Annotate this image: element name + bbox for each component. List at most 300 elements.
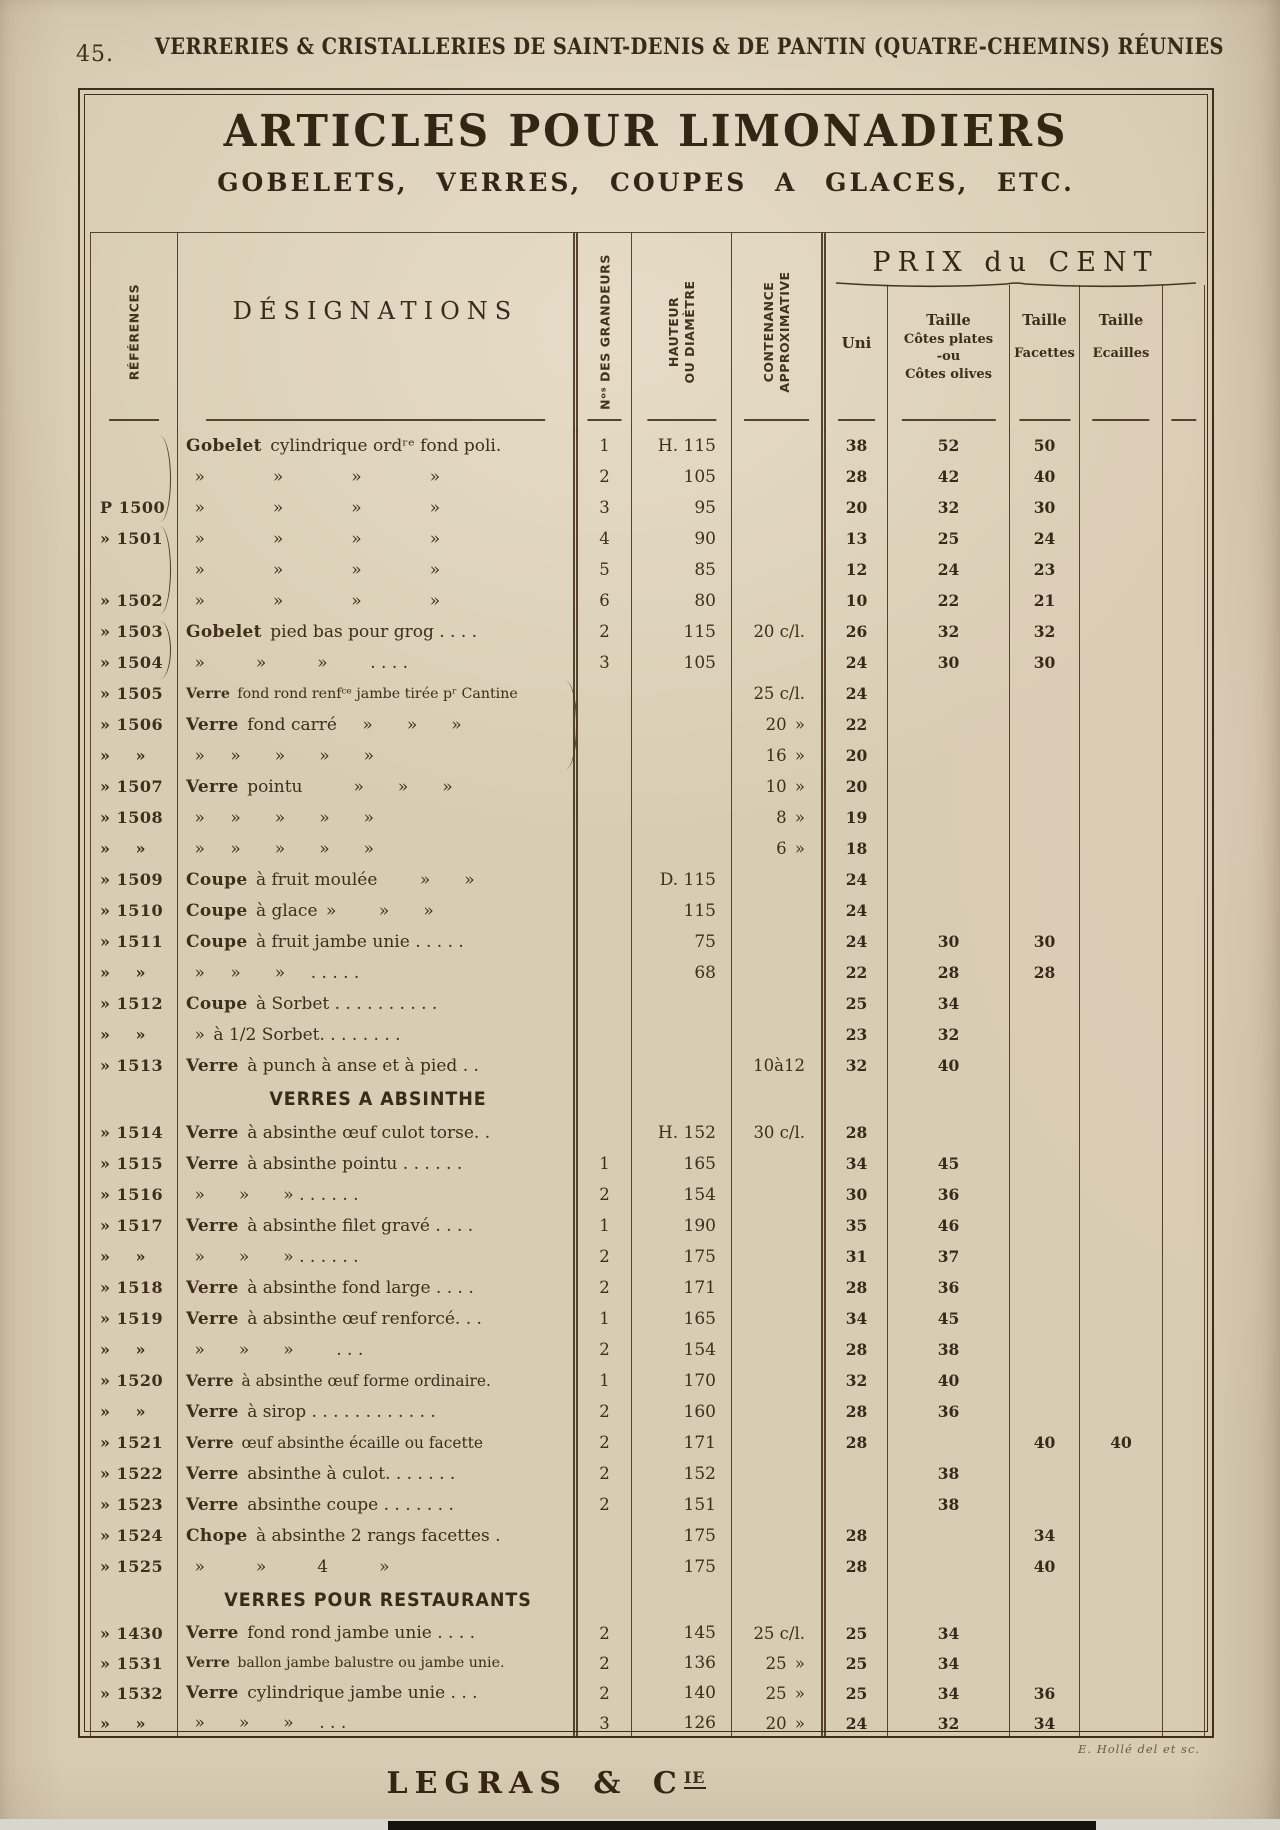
price-uni-cell <box>826 1458 888 1489</box>
column-header-grandeurs: Nᵒˢ DES GRANDEURS <box>578 233 632 431</box>
designation-rest: » » » . . . . . . <box>186 1184 359 1205</box>
price-cotes-cell: 28 <box>888 957 1010 988</box>
header-rule <box>206 419 546 421</box>
table-row <box>90 1148 1205 1179</box>
price-cotes-cell: 46 <box>888 1210 1010 1241</box>
price-uni-cell: 32 <box>826 1050 888 1081</box>
reference-cell: » » <box>90 957 178 988</box>
capacity-cell: 25 c/l. <box>732 1618 826 1648</box>
price-uni-cell: 28 <box>826 1272 888 1303</box>
price-uni-cell: 38 <box>826 430 888 461</box>
designation-rest: fond rond renfᶜᵉ jambe tirée pʳ Cantine <box>230 685 518 702</box>
price-ecailles-cell <box>1080 1618 1163 1648</box>
reference-cell: P 1500 <box>90 492 178 523</box>
price-uni-cell: 24 <box>826 895 888 926</box>
table-row <box>90 554 1205 585</box>
designation-lead: Verre <box>186 685 231 702</box>
capacity-cell: 20 » <box>732 1708 826 1738</box>
height-diameter-cell: 175 <box>632 1551 732 1582</box>
size-number-cell: 1 <box>578 430 632 461</box>
height-diameter-cell: 152 <box>632 1458 732 1489</box>
designation-cell <box>178 1678 578 1708</box>
reference-cell: » 1525 <box>90 1551 178 1582</box>
designation-rest: à sirop . . . . . . . . . . . . <box>238 1401 436 1422</box>
height-diameter-cell: 85 <box>632 554 732 585</box>
price-empty-cell <box>1163 430 1205 461</box>
price-empty-cell <box>1163 802 1205 833</box>
price-cotes-cell: 32 <box>888 492 1010 523</box>
designation-rest: à absinthe filet gravé . . . . <box>238 1215 474 1236</box>
designation-cell <box>178 1458 578 1489</box>
designation-rest: » » » . . . <box>186 1339 364 1360</box>
height-diameter-cell: 170 <box>632 1365 732 1396</box>
price-facettes-cell: 30 <box>1010 647 1080 678</box>
price-empty-cell <box>1163 926 1205 957</box>
designation-rest: pointu » » » <box>238 776 453 797</box>
price-ecailles-cell <box>1080 1648 1163 1678</box>
row-block <box>90 1618 1205 1738</box>
column-header-hauteur: HAUTEUR OU DIAMÈTRE <box>632 233 732 431</box>
size-number-cell: 1 <box>578 1365 632 1396</box>
scan-bottom-bar <box>388 1821 1096 1830</box>
price-facettes-cell: 30 <box>1010 926 1080 957</box>
designation-rest: à fruit moulée » » <box>247 869 475 890</box>
column-header-references: RÉFÉRENCES <box>90 233 178 431</box>
height-diameter-cell: 165 <box>632 1303 732 1334</box>
capacity-cell <box>732 1489 826 1520</box>
price-ecailles-cell <box>1080 1050 1163 1081</box>
header-rule <box>901 419 995 421</box>
price-cotes-cell: 42 <box>888 461 1010 492</box>
price-cotes-cell: 38 <box>888 1458 1010 1489</box>
price-ecailles-cell <box>1080 802 1163 833</box>
price-uni-cell: 24 <box>826 647 888 678</box>
price-empty-cell <box>1163 1179 1205 1210</box>
price-empty-cell <box>1163 1458 1205 1489</box>
table-row <box>90 430 1205 461</box>
designation-rest: cylindrique jambe unie . . . <box>238 1683 478 1703</box>
size-number-cell: 2 <box>578 616 632 647</box>
designation-rest: » » » » <box>186 466 441 487</box>
price-facettes-cell: 23 <box>1010 554 1080 585</box>
height-diameter-cell: 105 <box>632 647 732 678</box>
designation-cell <box>178 1050 578 1081</box>
table-row <box>90 461 1205 492</box>
designation-rest: à absinthe œuf renforcé. . . <box>238 1308 482 1329</box>
engraver-credit: E. Hollé del et sc. <box>1078 1742 1201 1756</box>
price-facettes-cell: 40 <box>1010 461 1080 492</box>
size-number-cell: 3 <box>578 492 632 523</box>
section-title-row <box>90 1582 1205 1618</box>
price-cotes-cell: 45 <box>888 1303 1010 1334</box>
designation-lead: Verre <box>186 1655 231 1671</box>
designation-rest: à absinthe fond large . . . . <box>238 1277 474 1298</box>
height-diameter-cell: 151 <box>632 1489 732 1520</box>
price-empty-cell <box>1163 1618 1205 1648</box>
size-number-cell: 2 <box>578 1489 632 1520</box>
price-uni-cell: 28 <box>826 1117 888 1148</box>
capacity-cell: 16 » <box>732 740 826 771</box>
price-cotes-cell <box>888 833 1010 864</box>
capacity-cell <box>732 1179 826 1210</box>
designation-lead: Verre <box>186 1122 239 1143</box>
price-facettes-cell: 36 <box>1010 1678 1080 1708</box>
capacity-cell <box>732 864 826 895</box>
price-facettes-cell <box>1010 802 1080 833</box>
price-facettes-cell <box>1010 1117 1080 1148</box>
reference-cell: » 1531 <box>90 1648 178 1678</box>
price-uni-cell: 34 <box>826 1303 888 1334</box>
price-ecailles-cell <box>1080 1148 1163 1179</box>
price-cotes-cell <box>888 1427 1010 1458</box>
designation-cell <box>178 957 578 988</box>
height-diameter-cell <box>632 1019 732 1050</box>
price-cotes-cell <box>888 740 1010 771</box>
column-header-uni: Uni <box>826 285 888 431</box>
reference-cell: » 1519 <box>90 1303 178 1334</box>
price-facettes-cell <box>1010 1396 1080 1427</box>
designation-rest: à punch à anse et à pied . . <box>238 1055 479 1076</box>
price-ecailles-cell <box>1080 1396 1163 1427</box>
table-row <box>90 957 1205 988</box>
price-ecailles-cell <box>1080 1272 1163 1303</box>
capacity-cell <box>732 1210 826 1241</box>
table-row <box>90 864 1205 895</box>
section-title: VERRES A ABSINTHE <box>269 1088 487 1110</box>
table-row <box>90 1648 1205 1678</box>
price-header-group <box>826 233 1205 431</box>
price-uni-cell: 30 <box>826 1179 888 1210</box>
table-row <box>90 771 1205 802</box>
height-diameter-cell: 190 <box>632 1210 732 1241</box>
price-ecailles-cell <box>1080 554 1163 585</box>
price-uni-cell <box>826 1489 888 1520</box>
designation-rest: ballon jambe balustre ou jambe unie. <box>230 1655 505 1671</box>
designation-lead: Coupe <box>186 900 248 921</box>
height-diameter-cell: 115 <box>632 616 732 647</box>
price-ecailles-cell <box>1080 616 1163 647</box>
price-empty-cell <box>1163 1427 1205 1458</box>
price-ecailles-cell <box>1080 492 1163 523</box>
header-rule <box>1019 419 1070 421</box>
capacity-cell <box>732 1396 826 1427</box>
capacity-cell: 10 » <box>732 771 826 802</box>
price-cotes-cell: 52 <box>888 430 1010 461</box>
designation-cell <box>178 1396 578 1427</box>
designation-cell <box>178 1303 578 1334</box>
designation-cell <box>178 1427 578 1458</box>
price-empty-cell <box>1163 1117 1205 1148</box>
price-uni-cell: 35 <box>826 1210 888 1241</box>
designation-cell <box>178 1019 578 1050</box>
price-uni-cell: 26 <box>826 616 888 647</box>
price-ecailles-cell <box>1080 709 1163 740</box>
designation-rest: » » » » » <box>186 838 375 859</box>
price-ecailles-cell <box>1080 1551 1163 1582</box>
table-header <box>90 232 1205 430</box>
price-cotes-cell: 45 <box>888 1148 1010 1179</box>
price-cotes-cell: 32 <box>888 1708 1010 1738</box>
price-facettes-cell <box>1010 1050 1080 1081</box>
height-diameter-cell: 154 <box>632 1179 732 1210</box>
reference-cell: » » <box>90 1019 178 1050</box>
price-cotes-cell: 40 <box>888 1365 1010 1396</box>
capacity-cell: 10à12 <box>732 1050 826 1081</box>
designation-lead: Verre <box>186 1401 239 1422</box>
price-uni-cell: 22 <box>826 709 888 740</box>
price-facettes-cell <box>1010 1179 1080 1210</box>
capacity-cell <box>732 1458 826 1489</box>
designation-rest: pied bas pour grog . . . . <box>261 621 478 642</box>
price-cotes-cell <box>888 802 1010 833</box>
size-number-cell: 2 <box>578 1427 632 1458</box>
reference-cell: » 1518 <box>90 1272 178 1303</box>
table-row <box>90 895 1205 926</box>
designation-lead: Verre <box>186 1623 239 1643</box>
price-facettes-cell <box>1010 1365 1080 1396</box>
size-number-cell <box>578 709 632 740</box>
price-ecailles-cell <box>1080 1303 1163 1334</box>
price-ecailles-cell <box>1080 1241 1163 1272</box>
header-rule <box>744 419 810 421</box>
price-uni-cell: 12 <box>826 554 888 585</box>
size-number-cell <box>578 957 632 988</box>
capacity-cell <box>732 492 826 523</box>
designation-cell <box>178 988 578 1019</box>
height-diameter-cell <box>632 678 732 709</box>
table-row <box>90 1272 1205 1303</box>
capacity-cell: 25 » <box>732 1648 826 1678</box>
price-empty-cell <box>1163 1241 1205 1272</box>
designation-rest: » à 1/2 Sorbet. . . . . . . . <box>186 1024 401 1045</box>
reference-cell: » » <box>90 833 178 864</box>
price-cotes-cell <box>888 1117 1010 1148</box>
price-uni-cell: 19 <box>826 802 888 833</box>
table-row <box>90 833 1205 864</box>
price-empty-cell <box>1163 1050 1205 1081</box>
table-row <box>90 1019 1205 1050</box>
reference-cell: » 1510 <box>90 895 178 926</box>
designation-rest: à absinthe œuf culot torse. . <box>238 1122 491 1143</box>
price-empty-cell <box>1163 709 1205 740</box>
height-diameter-cell: 160 <box>632 1396 732 1427</box>
height-diameter-cell: 80 <box>632 585 732 616</box>
price-ecailles-cell <box>1080 523 1163 554</box>
table-row <box>90 1365 1205 1396</box>
price-ecailles-cell <box>1080 895 1163 926</box>
table-row <box>90 1396 1205 1427</box>
reference-cell: » » <box>90 1396 178 1427</box>
table-row <box>90 1489 1205 1520</box>
designation-rest: » » 4 » <box>186 1556 390 1577</box>
table-row <box>90 1551 1205 1582</box>
height-diameter-cell: 68 <box>632 957 732 988</box>
price-ecailles-cell <box>1080 647 1163 678</box>
price-uni-cell: 28 <box>826 1520 888 1551</box>
price-ecailles-cell <box>1080 1458 1163 1489</box>
size-number-cell: 2 <box>578 1179 632 1210</box>
price-facettes-cell: 28 <box>1010 957 1080 988</box>
price-ecailles-cell <box>1080 988 1163 1019</box>
designation-lead: Verre <box>186 1215 239 1236</box>
company-name-suffix: IE <box>683 1768 706 1787</box>
price-facettes-cell <box>1010 740 1080 771</box>
price-empty-cell <box>1163 740 1205 771</box>
price-empty-cell <box>1163 895 1205 926</box>
reference-cell: » 1505 <box>90 678 178 709</box>
price-cotes-cell: 25 <box>888 523 1010 554</box>
designation-rest: fond rond jambe unie . . . . <box>238 1623 476 1643</box>
size-number-cell: 2 <box>578 1458 632 1489</box>
designation-lead: Chope <box>186 1525 248 1546</box>
capacity-cell <box>732 1019 826 1050</box>
price-empty-cell <box>1163 1489 1205 1520</box>
price-ecailles-cell: 40 <box>1080 1427 1163 1458</box>
height-diameter-cell <box>632 988 732 1019</box>
price-facettes-cell: 50 <box>1010 430 1080 461</box>
price-ecailles-cell <box>1080 1678 1163 1708</box>
price-facettes-cell: 34 <box>1010 1708 1080 1738</box>
size-number-cell <box>578 1050 632 1081</box>
header-rule <box>1092 419 1149 421</box>
page-number: 45. <box>76 42 114 67</box>
size-number-cell: 2 <box>578 461 632 492</box>
designation-cell <box>178 771 578 802</box>
price-ecailles-cell <box>1080 1179 1163 1210</box>
price-cotes-cell: 37 <box>888 1241 1010 1272</box>
price-facettes-cell <box>1010 1648 1080 1678</box>
height-diameter-cell: 175 <box>632 1520 732 1551</box>
designation-cell <box>178 523 578 554</box>
table-row <box>90 1210 1205 1241</box>
table-row <box>90 1520 1205 1551</box>
designation-rest: à fruit jambe unie . . . . . <box>247 931 464 952</box>
column-header-ecailles: Taille Ecailles <box>1080 285 1163 431</box>
company-header: VERRERIES & CRISTALLERIES DE SAINT-DENIS & DE PANTIN (QUATRE-CHEMINS) RÉUNIES <box>154 34 1224 60</box>
price-empty-cell <box>1163 957 1205 988</box>
designation-cell <box>178 926 578 957</box>
column-header-facettes: Taille Facettes <box>1010 285 1080 431</box>
reference-cell: » » <box>90 1334 178 1365</box>
designation-cell <box>178 616 578 647</box>
designation-lead: Coupe <box>186 993 248 1014</box>
price-uni-cell: 34 <box>826 1148 888 1179</box>
designation-cell <box>178 1708 578 1738</box>
designation-lead: Gobelet <box>186 621 262 642</box>
designation-rest: à absinthe 2 rangs facettes . <box>247 1525 501 1546</box>
designation-cell <box>178 1117 578 1148</box>
price-cotes-cell: 34 <box>888 1618 1010 1648</box>
price-empty-cell <box>1163 1708 1205 1738</box>
reference-cell: » 1532 <box>90 1678 178 1708</box>
designation-lead: Verre <box>186 1463 239 1484</box>
designation-cell <box>178 1365 578 1396</box>
reference-cell: » 1520 <box>90 1365 178 1396</box>
price-table <box>90 232 1205 1738</box>
section-title: VERRES POUR RESTAURANTS <box>224 1589 532 1611</box>
price-uni-cell: 25 <box>826 1678 888 1708</box>
capacity-cell: 6 » <box>732 833 826 864</box>
price-uni-cell: 24 <box>826 1708 888 1738</box>
table-row <box>90 1303 1205 1334</box>
page-subtitle: GOBELETS, VERRES, COUPES A GLACES, ETC. <box>217 168 1075 197</box>
price-facettes-cell <box>1010 1210 1080 1241</box>
designation-rest: » » » » <box>186 559 441 580</box>
row-block <box>90 678 1205 1081</box>
designation-cell <box>178 864 578 895</box>
price-uni-cell: 28 <box>826 1427 888 1458</box>
capacity-cell <box>732 523 826 554</box>
price-ecailles-cell <box>1080 678 1163 709</box>
size-number-cell <box>578 926 632 957</box>
designation-rest: fond carré » » » <box>238 714 462 735</box>
capacity-cell <box>732 1365 826 1396</box>
price-cotes-cell: 36 <box>888 1272 1010 1303</box>
capacity-cell <box>732 1148 826 1179</box>
price-cotes-cell: 24 <box>888 554 1010 585</box>
price-facettes-cell <box>1010 988 1080 1019</box>
size-number-cell <box>578 802 632 833</box>
price-cotes-cell: 22 <box>888 585 1010 616</box>
price-empty-cell <box>1163 1396 1205 1427</box>
price-empty-cell <box>1163 1365 1205 1396</box>
column-header-empty <box>1163 285 1205 431</box>
size-number-cell: 2 <box>578 1396 632 1427</box>
height-diameter-cell: 95 <box>632 492 732 523</box>
height-diameter-cell: 126 <box>632 1708 732 1738</box>
size-number-cell: 6 <box>578 585 632 616</box>
price-empty-cell <box>1163 647 1205 678</box>
price-uni-cell: 10 <box>826 585 888 616</box>
price-uni-cell: 24 <box>826 678 888 709</box>
price-empty-cell <box>1163 1303 1205 1334</box>
designation-rest: cylindrique ordʳᵉ fond poli. <box>261 435 502 456</box>
capacity-cell: 8 » <box>732 802 826 833</box>
size-number-cell <box>578 864 632 895</box>
table-row <box>90 988 1205 1019</box>
price-facettes-cell <box>1010 864 1080 895</box>
section-title-row <box>90 1081 1205 1117</box>
designation-lead: Verre <box>186 714 239 735</box>
price-uni-cell: 24 <box>826 864 888 895</box>
price-facettes-cell: 21 <box>1010 585 1080 616</box>
reference-cell: » 1523 <box>90 1489 178 1520</box>
size-number-cell: 3 <box>578 647 632 678</box>
table-row <box>90 1678 1205 1708</box>
company-name: LEGRAS & C <box>386 1766 684 1801</box>
table-row <box>90 926 1205 957</box>
price-facettes-cell <box>1010 1019 1080 1050</box>
designation-rest: » » » . . . . <box>186 652 409 673</box>
designation-rest: » » » . . . . . . <box>186 1246 359 1267</box>
size-number-cell <box>578 1117 632 1148</box>
capacity-cell <box>732 585 826 616</box>
price-ecailles-cell <box>1080 1334 1163 1365</box>
size-number-cell <box>578 895 632 926</box>
designation-cell <box>178 740 578 771</box>
table-row <box>90 585 1205 616</box>
capacity-cell <box>732 988 826 1019</box>
reference-cell: » » <box>90 1708 178 1738</box>
designation-rest: » » » . . . <box>186 1713 347 1733</box>
column-header-contenance: CONTENANCE APPROXIMATIVE <box>732 233 826 431</box>
capacity-cell: 25 c/l. <box>732 678 826 709</box>
capacity-cell <box>732 461 826 492</box>
table-row <box>90 1179 1205 1210</box>
designation-rest: » » » » » <box>186 745 375 766</box>
page-title: ARTICLES POUR LIMONADIERS <box>223 106 1069 157</box>
column-header-cotes: Taille Côtes plates -ou Côtes olives <box>888 285 1010 431</box>
